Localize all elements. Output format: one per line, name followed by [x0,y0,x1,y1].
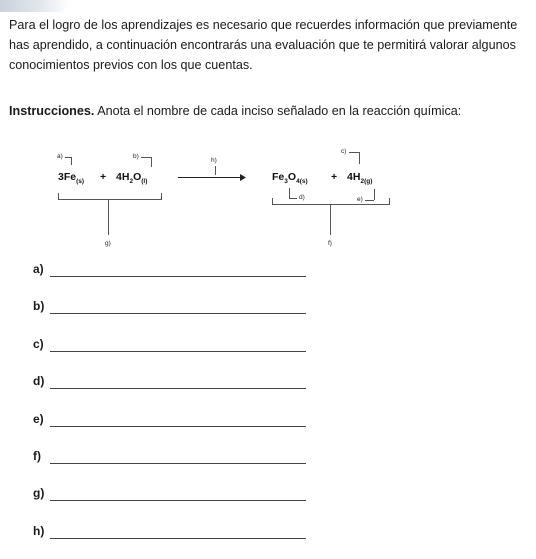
product-magnetite [272,171,308,185]
reactant-water-sub: 2 [129,178,134,186]
product-hydrogen-h: 4H [347,171,361,183]
pointer-f [330,204,331,235]
reactants-bracket-right [161,193,162,199]
corner-decoration [0,0,70,12]
pointer-b [141,157,151,158]
pointer-d-drop [289,188,290,198]
answer-label-g: g) [33,486,45,500]
product-magnetite-sub2: 4 [296,178,300,186]
answer-label-d: d) [33,374,45,388]
answer-blank-g[interactable] [50,500,306,501]
answer-row-d [33,374,333,394]
pointer-b-drop [151,157,152,167]
intro-paragraph: Para el logro de los aprendizajes es necesario que recuerdes información que previamente has aprendido, a continuación encontrarás una evaluación que te permitirá valorar algunos conocimientos previos con los que cuentas. [9,18,518,72]
products-bracket [272,204,390,205]
product-magnetite-fe: Fe [272,171,285,183]
pointer-e [365,200,374,201]
tag-f: f) [328,240,332,247]
product-magnetite-state: (s) [299,178,308,186]
tag-g: g) [105,240,111,247]
answer-row-b [33,299,333,319]
answer-label-a: a) [33,262,44,276]
product-magnetite-sub1: 3 [284,178,288,186]
answer-blank-h[interactable] [50,538,306,539]
chemical-reaction-diagram [0,140,536,255]
pointer-a-drop [71,157,72,165]
answer-row-a [33,262,333,282]
answer-label-e: e) [33,412,44,426]
tag-e: e) [357,196,363,203]
answer-row-e [33,412,333,432]
tag-h: h) [211,157,217,164]
tag-d: d) [299,194,305,201]
plus-sign-2: + [331,171,338,183]
pointer-e-drop [374,189,375,200]
products-bracket-right [389,198,390,204]
answer-blank-e[interactable] [50,426,306,427]
pointer-d [289,198,297,199]
answer-label-c: c) [33,337,44,351]
plus-sign-1: + [100,171,107,183]
pointer-g [108,199,109,235]
tag-a: a) [57,153,63,160]
reactant-water [116,171,147,185]
answer-row-c [33,337,333,357]
reactants-bracket [58,199,162,200]
answer-row-g [33,486,333,506]
answer-row-h [33,524,333,544]
pointer-c [349,152,359,153]
products-bracket-left [272,198,273,204]
reactant-water-h: 4H [116,171,130,183]
product-hydrogen-state: (g) [364,178,373,186]
reactant-iron [58,171,84,185]
instructions-text: Anota el nombre de cada inciso señalado en la reacción química: [94,104,462,118]
instructions-label: Instrucciones. [9,104,95,118]
tag-b: b) [133,153,139,160]
answer-blank-a[interactable] [50,276,306,277]
product-magnetite-o: O [287,171,297,183]
answer-row-f [33,449,333,469]
pointer-c-drop [359,152,360,164]
reactant-iron-formula: 3Fe [58,171,77,183]
pointer-h [215,166,216,175]
reaction-arrow [178,177,244,178]
answer-blank-b[interactable] [50,313,306,314]
product-hydrogen [347,171,372,185]
answer-label-f: f) [33,449,41,463]
arrow-head-icon [240,174,246,181]
reactants-bracket-left [58,193,59,199]
reactant-water-o: O [133,171,142,183]
answer-label-h: h) [33,524,45,538]
product-hydrogen-sub: 2 [360,178,365,186]
answer-label-b: b) [33,299,45,313]
reactant-water-state: (l) [141,178,148,186]
answer-blank-f[interactable] [50,463,306,464]
reactant-iron-state: (s) [76,178,85,186]
tag-c: c) [341,148,347,155]
answer-blank-d[interactable] [50,388,306,389]
answer-blank-c[interactable] [50,351,306,352]
instructions [9,104,531,118]
